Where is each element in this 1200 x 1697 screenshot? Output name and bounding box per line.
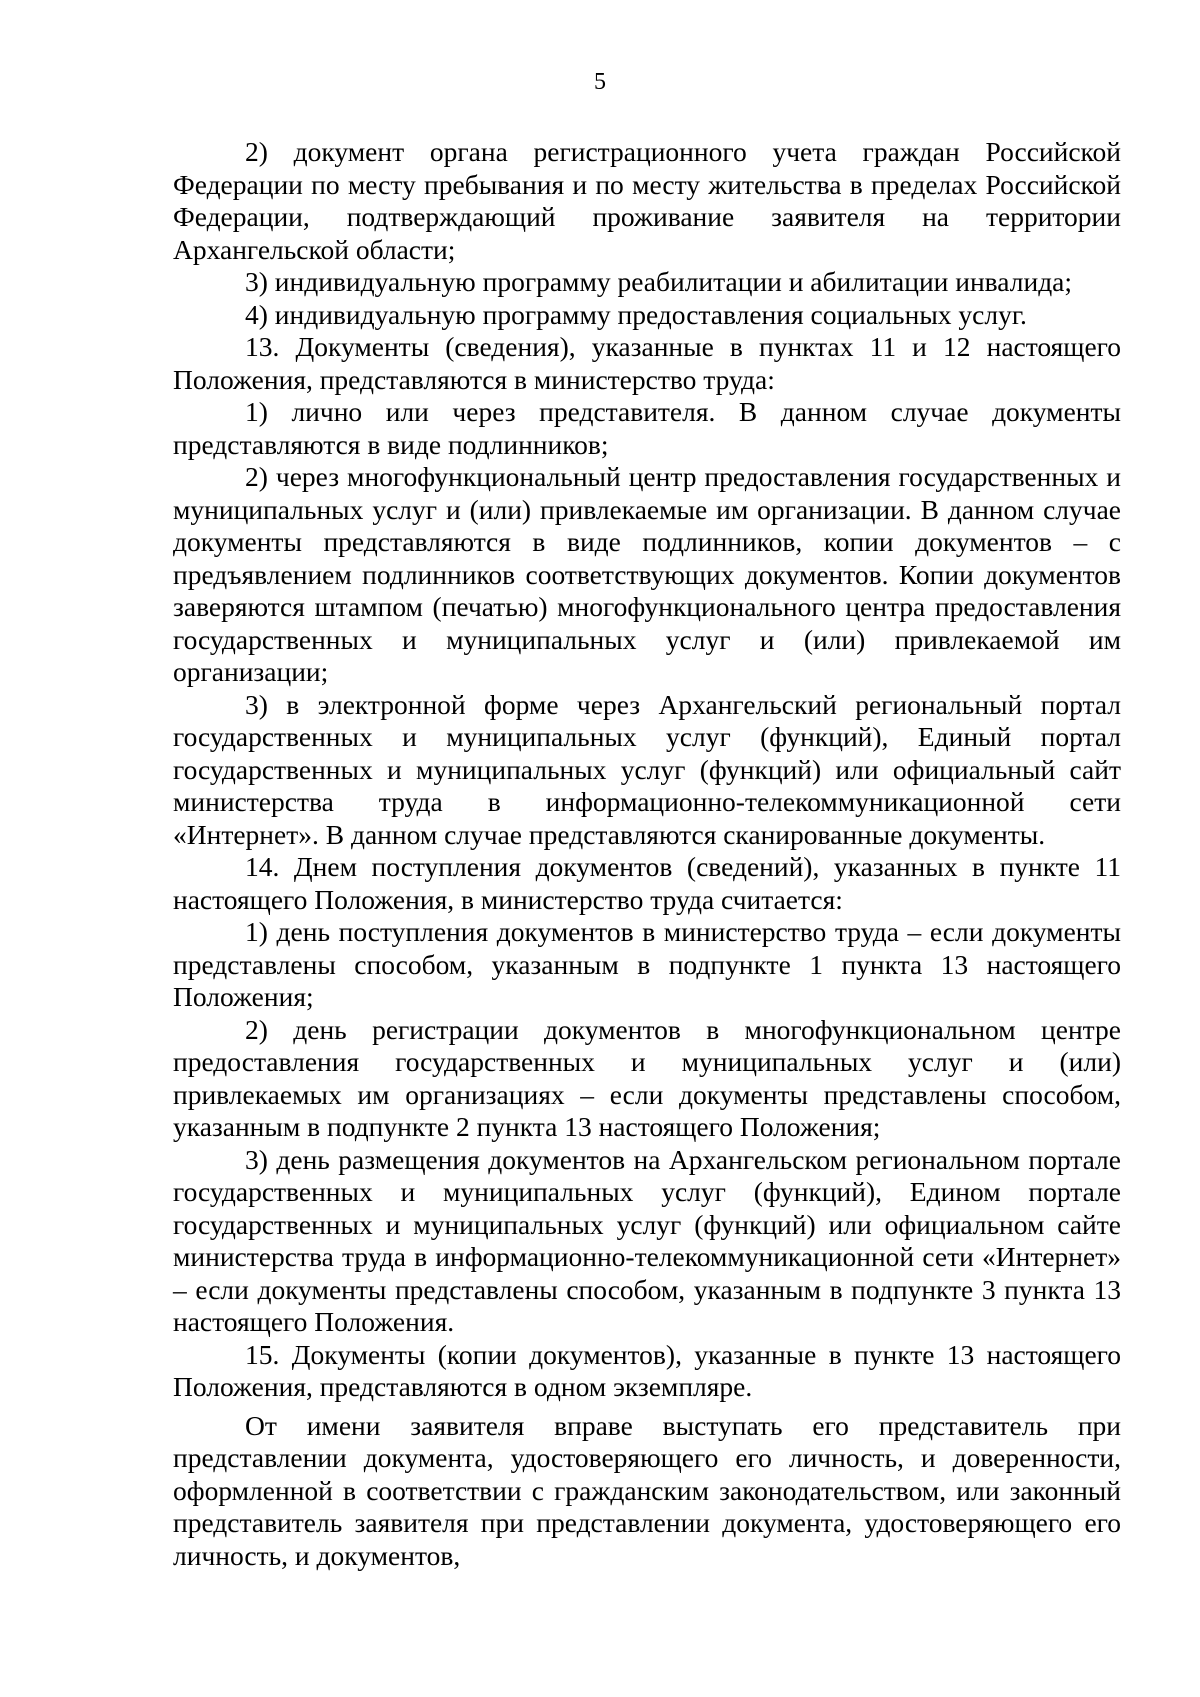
paragraph-clause-13-item-1: 1) лично или через представителя. В данном случае документы представляются в виде подлинников; (173, 396, 1121, 460)
paragraph-clause-13-item-2: 2) через многофункциональный центр предоставления государственных и муниципальных услуг и (или) привлекаемые им организации. В данном случае документы представляются в виде подлинников, копии документов – с предъявлением подлинников соответствующих документов. Копии документов заверяются штампом (печатью) многофункционального центра предоставления государственных и муниципальных услуг и (или) привлекаемой им организации; (173, 461, 1121, 687)
paragraph-clause-13-item-3: 3) в электронной форме через Архангельский региональный портал государственных и муниципальных услуг (функций), Единый портал государственных и муниципальных услуг (функций) или официальный сайт министерства труда в информационно-телекоммуникационной сети «Интернет». В данном случае представляются сканированные документы. (173, 688, 1121, 850)
paragraph-clause-13: 13. Документы (сведения), указанные в пунктах 11 и 12 настоящего Положения, представляются в министерство труда: (173, 331, 1121, 395)
paragraph-item-2-document: 2) документ органа регистрационного учета граждан Российской Федерации по месту пребывания и по месту жительства в пределах Российской Федерации, подтверждающий проживание заявителя на территории Архангельской области; (173, 136, 1121, 265)
paragraph-clause-15: 15. Документы (копии документов), указанные в пункте 13 настоящего Положения, представляются в одном экземпляре. (173, 1338, 1121, 1402)
paragraph-clause-14-item-3: 3) день размещения документов на Архангельском региональном портале государственных и муниципальных услуг (функций), Едином портале государственных и муниципальных услуг (функций) или официальном сайте министерства труда в информационно-телекоммуникационной сети «Интернет» – если документы представлены способом, указанным в подпункте 3 пункта 13 настоящего Положения. (173, 1143, 1121, 1337)
paragraph-item-4-social-services-program: 4) индивидуальную программу предоставления социальных услуг. (245, 298, 1027, 330)
paragraph-item-3-rehab-program: 3) индивидуальную программу реабилитации и абилитации инвалида; (245, 266, 1073, 297)
page-number: 5 (594, 69, 606, 95)
paragraph-representative: От имени заявителя вправе выступать его представитель при представлении документа, удостоверяющего его личность, и доверенности, оформленной в соответствии с гражданским законодательством, или законный представитель заявителя при представлении документа, удостоверяющего его личность, и документов, (173, 1409, 1121, 1571)
paragraph-clause-14-item-2: 2) день регистрации документов в многофункциональном центре предоставления государственных и муниципальных услуг и (или) привлекаемых им организациях – если документы представлены способом, указанным в подпункте 2 пункта 13 настоящего Положения; (173, 1013, 1121, 1142)
paragraph-clause-14-item-1: 1) день поступления документов в министерство труда – если документы представлены способом, указанным в подпункте 1 пункта 13 настоящего Положения; (173, 916, 1121, 1012)
paragraph-clause-14: 14. Днем поступления документов (сведений), указанных в пункте 11 настоящего Положения, в министерство труда считается: (173, 851, 1121, 915)
document-body (173, 136, 1121, 1572)
